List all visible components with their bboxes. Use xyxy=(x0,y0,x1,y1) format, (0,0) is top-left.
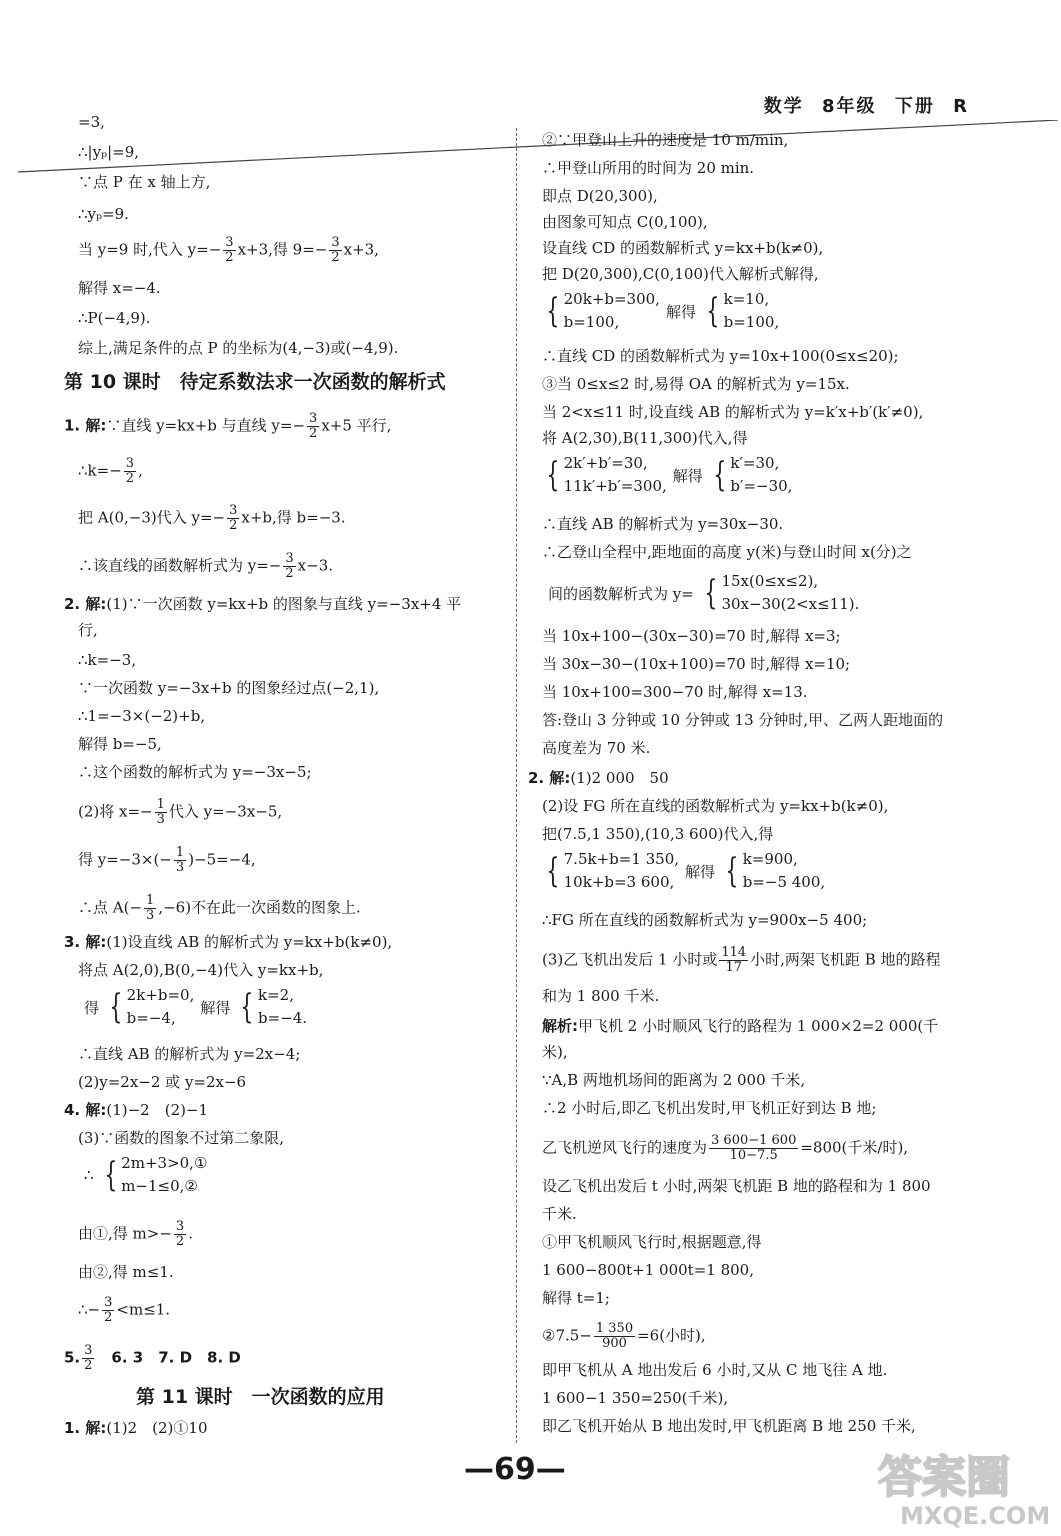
brace: { xyxy=(546,455,560,495)
denominator: 2 xyxy=(309,426,318,441)
text-line xyxy=(528,1134,908,1163)
text-line: 米), xyxy=(542,1043,568,1061)
denominator: 2 xyxy=(104,1310,113,1325)
text-line xyxy=(528,1016,938,1036)
numerator: 1 350 xyxy=(595,1321,634,1336)
system-rows xyxy=(564,452,667,498)
denominator: 3 xyxy=(175,860,185,875)
denominator: 10−7.5 xyxy=(729,1148,778,1163)
analysis-label: 解析: xyxy=(542,1017,578,1035)
equation-system xyxy=(64,1152,207,1198)
question-number: 2. 解: xyxy=(528,769,571,787)
text-line: ③当 0≤x≤2 时,易得 OA 的解析式为 y=15x. xyxy=(542,375,850,393)
system-rows xyxy=(730,452,792,498)
text-line: ∴2 小时后,即乙飞机出发时,甲飞机正好到达 B 地; xyxy=(542,1099,877,1117)
text-span: 乙飞机逆风飞行的速度为 xyxy=(542,1138,708,1157)
text-line: ∴FG 所在直线的函数解析式为 y=900x−5 400; xyxy=(542,911,868,929)
text-span: 由①,得 m>− xyxy=(78,1224,172,1243)
brace: { xyxy=(109,987,123,1027)
text-span: (1)2 000 50 xyxy=(570,769,669,787)
system-row: b=−4. xyxy=(258,1009,308,1027)
text-span: 解得 xyxy=(685,862,716,881)
question-number: 5. xyxy=(64,1348,81,1367)
text-line xyxy=(64,236,379,265)
system-row: 20k+b=300, xyxy=(563,290,660,308)
system-row: 30x−30(2<x≤11). xyxy=(721,595,860,613)
text-line: 将 A(2,30),B(11,300)代入,得 xyxy=(542,429,748,447)
text-span: ,−6)不在此一次函数的图象上. xyxy=(158,898,361,917)
brace: { xyxy=(725,851,739,891)
question-2 xyxy=(64,594,461,614)
brace: { xyxy=(704,573,718,613)
text-line: ∴yₚ=9. xyxy=(78,205,129,223)
text-span: x−3. xyxy=(297,556,334,575)
watermark-text: 答案圈 xyxy=(878,1452,1010,1503)
system-row: b=100, xyxy=(723,313,780,331)
numerator: 3 xyxy=(309,411,318,426)
system-row: 15x(0≤x≤2), xyxy=(721,572,819,590)
text-span: x+b,得 b=−3. xyxy=(241,508,346,527)
denominator: 2 xyxy=(285,566,294,581)
numerator: 3 xyxy=(84,1343,93,1358)
equation-system xyxy=(64,984,307,1030)
text-line xyxy=(64,457,143,486)
text-line: 当 10x+100−(30x−30)=70 时,解得 x=3; xyxy=(542,627,841,645)
text-span: 得 xyxy=(84,998,100,1017)
text-span: ∴− xyxy=(78,1300,101,1319)
text-line xyxy=(64,504,346,533)
denominator: 3 xyxy=(156,812,165,827)
text-line: 设乙飞机出发后 t 小时,两架飞机距 B 地的路程和为 1 800 xyxy=(542,1177,931,1195)
fraction xyxy=(102,1296,114,1325)
system-rows xyxy=(127,984,195,1030)
questions-5-8 xyxy=(64,1344,241,1373)
text-line: ∴乙登山全程中,距地面的高度 y(米)与登山时间 x(分)之 xyxy=(542,543,912,561)
system-row: m−1≤0,② xyxy=(121,1177,198,1195)
brace: { xyxy=(713,455,727,495)
text-line: 当 2<x≤11 时,设直线 AB 的解析式为 y=k′x+b′(k′≠0), xyxy=(542,403,924,421)
header-subject: 数学 xyxy=(763,96,804,117)
numerator: 3 xyxy=(225,235,234,250)
answers-6-8: 6. 3 7. D 8. D xyxy=(96,1348,241,1367)
text-line xyxy=(64,552,333,581)
text-line xyxy=(64,1296,170,1325)
text-span: 甲飞机 2 小时顺风飞行的路程为 1 000×2=2 000(千 xyxy=(578,1017,939,1035)
text-line: 即甲飞机从 A 地出发后 6 小时,又从 C 地飞往 A 地. xyxy=(542,1361,888,1379)
fraction xyxy=(174,1220,186,1249)
text-line: ∵点 P 在 x 轴上方, xyxy=(78,173,211,191)
text-line: 解得 x=−4. xyxy=(78,279,161,297)
text-line: 由图象可知点 C(0,100), xyxy=(542,213,708,231)
page-header xyxy=(764,92,969,118)
numerator: 3 xyxy=(104,1295,113,1310)
text-line: 和为 1 800 千米. xyxy=(542,987,660,1005)
fraction xyxy=(174,846,186,875)
text-span: 解得 xyxy=(665,302,696,321)
text-line: 即乙飞机开始从 B 地出发时,甲飞机距离 B 地 250 千米, xyxy=(542,1417,916,1435)
section-heading-11: 第 11 课时 一次函数的应用 xyxy=(136,1386,385,1408)
text-line xyxy=(64,1220,193,1249)
watermark-url: MXQE.COM xyxy=(900,1502,1051,1530)
text-span: x+3, xyxy=(343,240,379,259)
text-span: (2)将 x=− xyxy=(78,802,153,821)
text-line: 高度差为 70 米. xyxy=(542,739,651,757)
text-span: )−5=−4, xyxy=(188,850,256,869)
numerator: 3 xyxy=(331,235,340,250)
text-span: x+5 平行, xyxy=(321,416,392,435)
numerator: 3 xyxy=(175,1219,185,1234)
text-line: 把(7.5,1 350),(10,3 600)代入,得 xyxy=(542,825,774,843)
question-1 xyxy=(64,412,391,441)
text-line: ∴k=−3, xyxy=(78,651,137,669)
text-line: 解得 t=1; xyxy=(542,1289,610,1307)
denominator: 2 xyxy=(125,471,135,486)
text-line: ∴|yₚ|=9, xyxy=(78,143,140,161)
brace: { xyxy=(103,1155,117,1195)
question-number: 1. 解: xyxy=(64,416,107,435)
text-line: 由②,得 m≤1. xyxy=(78,1263,174,1281)
text-line: 综上,满足条件的点 P 的坐标为(4,−3)或(−4,9). xyxy=(78,339,399,357)
text-span: (3)乙飞机出发后 1 小时或 xyxy=(542,950,718,969)
text-line: 行, xyxy=(78,621,98,639)
text-span: ∴该直线的函数解析式为 y=− xyxy=(78,556,282,575)
text-line: ∴P(−4,9). xyxy=(78,309,151,327)
text-line: ∴直线 CD 的函数解析式为 y=10x+100(0≤x≤20); xyxy=(542,347,899,365)
text-line: 将点 A(2,0),B(0,−4)代入 y=kx+b, xyxy=(78,961,324,979)
text-line: 解得 b=−5, xyxy=(78,735,162,753)
numerator: 1 xyxy=(146,893,155,908)
fraction xyxy=(124,457,136,486)
system-row: 2k+b=0, xyxy=(126,986,195,1004)
question-3 xyxy=(64,932,392,952)
text-line xyxy=(528,946,941,975)
system-rows xyxy=(121,1152,207,1198)
text-line: 当 30x−30−(10x+100)=70 时,解得 x=10; xyxy=(542,655,851,673)
fraction xyxy=(223,236,235,265)
question-11-1 xyxy=(64,1418,208,1438)
text-span: 解得 xyxy=(672,466,703,485)
text-line xyxy=(64,798,282,827)
question-4 xyxy=(64,1100,208,1120)
system-rows xyxy=(258,984,307,1030)
text-line: 千米. xyxy=(542,1205,577,1223)
text-line: =3, xyxy=(78,113,105,131)
numerator: 1 xyxy=(175,845,185,860)
text-span: , xyxy=(138,461,143,480)
fraction xyxy=(227,504,239,533)
denominator: 2 xyxy=(229,518,238,533)
text-line xyxy=(64,846,256,875)
brace: { xyxy=(240,987,254,1027)
question-number: 1. 解: xyxy=(64,1419,107,1437)
fraction xyxy=(283,552,295,581)
question-number: 2. 解: xyxy=(64,595,107,613)
system-row: k′=30, xyxy=(730,454,780,472)
system-row: b=−4, xyxy=(126,1009,176,1027)
question-11-2 xyxy=(528,768,669,788)
system-row: b=−5 400, xyxy=(742,873,826,891)
system-rows xyxy=(564,848,679,894)
text-line: ∴直线 AB 的解析式为 y=2x−4; xyxy=(78,1045,301,1063)
numerator: 1 xyxy=(156,797,165,812)
system-rows xyxy=(743,848,825,894)
text-line: 当 10x+100=300−70 时,解得 x=13. xyxy=(542,683,808,701)
text-span: ②7.5− xyxy=(542,1326,592,1345)
text-span: ∴k=− xyxy=(78,461,122,480)
text-span: 当 y=9 时,代入 y=− xyxy=(78,240,222,259)
text-span: (1)−2 (2)−1 xyxy=(106,1101,209,1119)
numerator: 3 xyxy=(285,551,294,566)
fraction xyxy=(307,412,319,441)
text-span: ∴ xyxy=(84,1166,94,1184)
text-span: . xyxy=(188,1224,193,1243)
text-span: (1)∵一次函数 y=kx+b 的图象与直线 y=−3x+4 平 xyxy=(106,595,462,613)
fraction xyxy=(719,946,748,975)
text-span: 得 y=−3×(− xyxy=(78,850,172,869)
text-span: (1)2 (2)①10 xyxy=(106,1419,208,1437)
system-rows xyxy=(724,288,780,334)
text-line xyxy=(528,1322,706,1351)
text-line: ∵一次函数 y=−3x+b 的图象经过点(−2,1), xyxy=(78,679,380,697)
text-span: 小时,两架飞机距 B 地的路程 xyxy=(750,950,941,969)
text-span: 解得 xyxy=(200,998,231,1017)
section-heading-10: 第 10 课时 待定系数法求一次函数的解析式 xyxy=(64,371,446,393)
system-rows xyxy=(564,288,660,334)
text-span: ∴点 A(− xyxy=(78,898,143,917)
text-line: (3)∵函数的图象不过第二象限, xyxy=(78,1129,285,1147)
denominator: 900 xyxy=(602,1336,627,1351)
system-row: 11k′+b′=300, xyxy=(563,477,667,495)
question-number: 4. 解: xyxy=(64,1101,107,1119)
system-row: 10k+b=3 600, xyxy=(563,873,675,891)
brace: { xyxy=(546,851,560,891)
brace: { xyxy=(546,291,560,331)
question-number: 3. 解: xyxy=(64,933,107,951)
text-line: 把 D(20,300),C(0,100)代入解析式解得, xyxy=(542,265,819,283)
text-line: 即点 D(20,300), xyxy=(542,187,658,205)
numerator: 114 xyxy=(721,945,747,960)
text-line: 设直线 CD 的函数解析式 y=kx+b(k≠0), xyxy=(542,239,824,257)
denominator: 2 xyxy=(175,1234,185,1249)
fraction xyxy=(82,1344,94,1373)
fraction xyxy=(329,236,341,265)
text-span: =800(千米/时), xyxy=(800,1138,909,1157)
text-line xyxy=(64,894,361,923)
system-row: 2k′+b′=30, xyxy=(563,454,648,472)
text-line: ②∵甲登山上升的速度是 10 m/min, xyxy=(542,131,789,149)
denominator: 2 xyxy=(225,250,234,265)
text-span: <m≤1. xyxy=(116,1300,171,1319)
system-row: 2m+3>0,① xyxy=(121,1154,208,1172)
text-span: 把 A(0,−3)代入 y=− xyxy=(78,508,226,527)
fraction xyxy=(155,798,167,827)
column-divider xyxy=(516,128,517,1443)
numerator: 3 600−1 600 xyxy=(711,1133,797,1148)
system-row: b=100, xyxy=(563,313,620,331)
denominator: 3 xyxy=(146,908,155,923)
text-line: ①甲飞机顺风飞行时,根据题意,得 xyxy=(542,1233,762,1251)
equation-system xyxy=(528,570,859,616)
text-line: (2)设 FG 所在直线的函数解析式为 y=kx+b(k≠0), xyxy=(542,797,889,815)
text-line: 1 600−800t+1 000t=1 800, xyxy=(542,1261,754,1279)
system-row: k=10, xyxy=(723,290,770,308)
denominator: 17 xyxy=(725,960,743,975)
text-line: ∴直线 AB 的解析式为 y=30x−30. xyxy=(542,515,784,533)
header-edition: R xyxy=(953,96,969,117)
text-span: 代入 y=−3x−5, xyxy=(168,802,283,821)
text-line: ∴这个函数的解析式为 y=−3x−5; xyxy=(78,763,312,781)
fraction xyxy=(709,1134,798,1163)
denominator: 2 xyxy=(84,1358,93,1373)
header-grade: 8年级 xyxy=(822,96,877,117)
fraction xyxy=(144,894,156,923)
text-line: ∴1=−3×(−2)+b, xyxy=(78,707,206,725)
text-span: x+3,得 9=− xyxy=(237,240,328,259)
text-line: 答:登山 3 分钟或 10 分钟或 13 分钟时,甲、乙两人距地面的 xyxy=(542,711,944,729)
system-rows xyxy=(721,570,859,616)
system-row: k=2, xyxy=(258,986,294,1004)
system-row: 7.5k+b=1 350, xyxy=(563,850,680,868)
text-span: 间的函数解析式为 y= xyxy=(548,584,694,603)
text-span: (1)设直线 AB 的解析式为 y=kx+b(k≠0), xyxy=(106,933,393,951)
text-line: 1 600−1 350=250(千米), xyxy=(542,1389,729,1407)
denominator: 2 xyxy=(331,250,340,265)
page-number: —69— xyxy=(464,1452,566,1487)
numerator: 3 xyxy=(229,503,238,518)
watermark-logo xyxy=(870,1440,1060,1530)
equation-system xyxy=(528,848,825,894)
equation-system xyxy=(528,288,779,334)
equation-system xyxy=(528,452,792,498)
text-line: ∵A,B 两地机场间的距离为 2 000 千米, xyxy=(542,1071,806,1089)
system-row: b′=−30, xyxy=(730,477,793,495)
text-line: (2)y=2x−2 或 y=2x−6 xyxy=(78,1073,247,1091)
brace: { xyxy=(706,291,720,331)
fraction xyxy=(594,1322,635,1351)
header-volume: 下册 xyxy=(894,96,935,117)
text-span: ∵直线 y=kx+b 与直线 y=− xyxy=(106,416,306,435)
text-line: ∴甲登山所用的时间为 20 min. xyxy=(542,159,755,177)
system-row: k=900, xyxy=(742,850,798,868)
numerator: 3 xyxy=(125,456,135,471)
text-span: =6(小时), xyxy=(637,1326,706,1345)
